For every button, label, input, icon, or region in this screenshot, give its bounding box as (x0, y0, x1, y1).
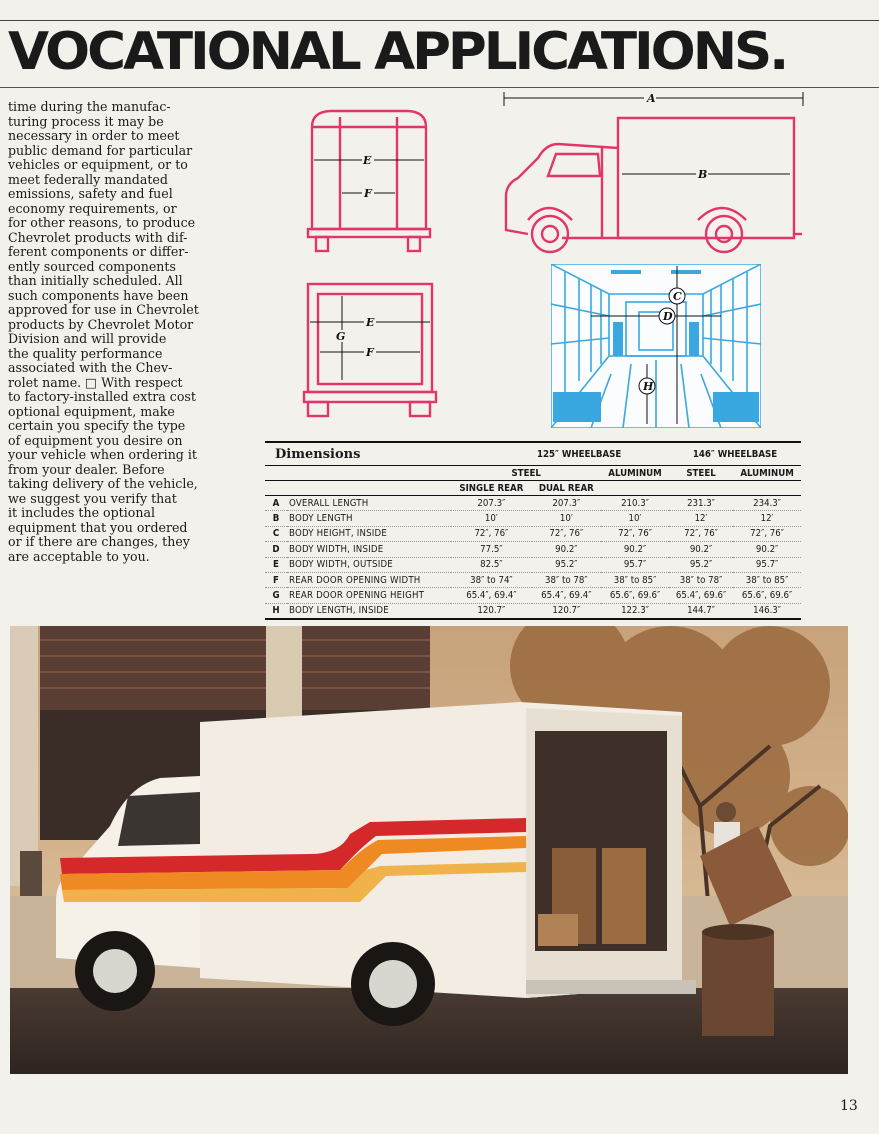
body-line: taking delivery of the vehicle, (8, 476, 198, 491)
body-line: optional equipment, make (8, 403, 175, 419)
table-title: Dimensions (265, 442, 451, 466)
body-line: equipment that you ordered (8, 519, 188, 535)
row-value: 90.2″ (733, 542, 801, 557)
row-value: 146.3″ (733, 603, 801, 619)
row-letter: C (265, 526, 287, 541)
row-value: 72″, 76″ (532, 526, 602, 541)
row-value: 120.7″ (451, 603, 531, 619)
label-h: H (643, 380, 654, 393)
row-value: 65.4″, 69.4″ (451, 588, 531, 603)
row-value: 95.2″ (532, 557, 602, 572)
label-e: E (363, 154, 372, 167)
row-value: 95.7″ (601, 557, 669, 572)
row-value: 144.7″ (669, 603, 733, 619)
row-value: 72″, 76″ (733, 526, 801, 541)
top-rule (0, 20, 879, 21)
row-value: 65.4″, 69.6″ (669, 588, 733, 603)
row-value: 38″ to 74″ (451, 572, 531, 587)
row-value: 231.3″ (669, 496, 733, 511)
row-letter: F (265, 572, 287, 587)
page-number: 13 (840, 1098, 858, 1114)
row-name: BODY HEIGHT, INSIDE (287, 526, 451, 541)
body-text (8, 100, 204, 564)
header-steel-146: STEEL (669, 466, 733, 481)
side-view-diagram (498, 88, 808, 263)
table-row (265, 542, 801, 557)
body-line: or if there are changes, they (8, 534, 190, 549)
table-row (265, 603, 801, 619)
rear-door-diagram (300, 280, 440, 425)
row-value: 38″ to 85″ (733, 572, 801, 587)
body-line: economy requirements, or (8, 200, 177, 216)
body-line: from your dealer. Before (8, 461, 165, 477)
row-letter: G (265, 588, 287, 603)
label-a: A (647, 92, 656, 105)
row-name: BODY WIDTH, OUTSIDE (287, 557, 451, 572)
body-line: your vehicle when ordering it (8, 447, 197, 462)
rear-view-diagram (300, 105, 440, 260)
row-letter: B (265, 511, 287, 526)
row-value: 95.7″ (733, 557, 801, 572)
table-row (265, 557, 801, 572)
body-line: emissions, safety and fuel (8, 186, 173, 201)
body-line: ferent components or differ- (8, 244, 189, 259)
body-line: such components have been (8, 287, 189, 303)
label-b: B (698, 168, 708, 181)
row-value: 38″ to 85″ (601, 572, 669, 587)
row-value: 95.2″ (669, 557, 733, 572)
body-line: to factory-installed extra cost (8, 389, 196, 404)
row-value: 72″, 76″ (451, 526, 531, 541)
label-f: F (364, 187, 372, 200)
row-letter: A (265, 496, 287, 511)
label-g: G (336, 330, 346, 343)
dimensions-table (265, 441, 801, 620)
label-f2: F (366, 346, 374, 359)
row-value: 65.6″, 69.6″ (601, 588, 669, 603)
row-value: 38″ to 78″ (669, 572, 733, 587)
label-d: D (663, 310, 673, 323)
row-value: 122.3″ (601, 603, 669, 619)
body-line: associated with the Chev- (8, 360, 173, 375)
row-value: 210.3″ (601, 496, 669, 511)
row-value: 12′ (733, 511, 801, 526)
body-line: the quality performance (8, 345, 163, 361)
label-e2: E (366, 316, 375, 329)
body-line: public demand for particular (8, 142, 193, 158)
body-line: we suggest you verify that (8, 490, 177, 506)
body-line: approved for use in Chevrolet (8, 302, 199, 317)
body-line: Chevrolet products with dif- (8, 229, 188, 245)
table-row (265, 588, 801, 603)
body-line: are acceptable to you. (8, 548, 150, 564)
table-row (265, 511, 801, 526)
row-value: 90.2″ (601, 542, 669, 557)
row-value: 65.6″, 69.6″ (733, 588, 801, 603)
row-letter: H (265, 603, 287, 619)
body-line: than initially scheduled. All (8, 273, 183, 288)
body-line: certain you specify the type (8, 418, 186, 433)
header-146-wheelbase: 146″ WHEELBASE (669, 442, 801, 466)
row-name: REAR DOOR OPENING HEIGHT (287, 588, 451, 603)
row-name: BODY LENGTH (287, 511, 451, 526)
row-letter: E (265, 557, 287, 572)
body-line: vehicles or equipment, or to (8, 157, 188, 172)
body-line: meet federally mandated (8, 171, 168, 187)
row-name: OVERALL LENGTH (287, 496, 451, 511)
body-line: necessary in order to meet (8, 128, 180, 143)
interior-diagram (551, 264, 761, 428)
row-value: 38″ to 78″ (532, 572, 602, 587)
header-aluminum-125: ALUMINUM (601, 466, 669, 481)
body-line: rolet name. □ With respect (8, 374, 183, 390)
row-name: REAR DOOR OPENING WIDTH (287, 572, 451, 587)
truck-photo (10, 626, 848, 1074)
row-value: 82.5″ (451, 557, 531, 572)
header-aluminum-146: ALUMINUM (733, 466, 801, 481)
header-dual-rear: DUAL REAR (532, 481, 602, 496)
row-letter: D (265, 542, 287, 557)
row-value: 72″, 76″ (669, 526, 733, 541)
row-name: BODY LENGTH, INSIDE (287, 603, 451, 619)
header-steel-125: STEEL (451, 466, 601, 481)
table-row (265, 572, 801, 587)
body-line: products by Chevrolet Motor (8, 316, 194, 332)
body-line: time during the manufac- (8, 99, 171, 114)
row-value: 65.4″, 69.4″ (532, 588, 602, 603)
row-value: 10′ (451, 511, 531, 526)
body-line: turing process it may be (8, 113, 164, 129)
body-line: it includes the optional (8, 505, 155, 520)
body-line: for other reasons, to produce (8, 215, 196, 230)
row-value: 207.3″ (532, 496, 602, 511)
page-title: VOCATIONAL APPLICATIONS. (8, 22, 787, 82)
row-value: 90.2″ (669, 542, 733, 557)
table-row (265, 526, 801, 541)
row-value: 120.7″ (532, 603, 602, 619)
body-line: ently sourced components (8, 258, 176, 274)
row-value: 234.3″ (733, 496, 801, 511)
header-single-rear: SINGLE REAR (451, 481, 531, 496)
table-row (265, 496, 801, 511)
row-value: 12′ (669, 511, 733, 526)
row-value: 90.2″ (532, 542, 602, 557)
row-name: BODY WIDTH, INSIDE (287, 542, 451, 557)
header-125-wheelbase: 125″ WHEELBASE (451, 442, 669, 466)
row-value: 77.5″ (451, 542, 531, 557)
row-value: 72″, 76″ (601, 526, 669, 541)
row-value: 207.3″ (451, 496, 531, 511)
label-c: C (673, 290, 682, 303)
row-value: 10′ (532, 511, 602, 526)
body-line: of equipment you desire on (8, 432, 183, 448)
row-value: 10′ (601, 511, 669, 526)
body-line: Division and will provide (8, 331, 167, 346)
